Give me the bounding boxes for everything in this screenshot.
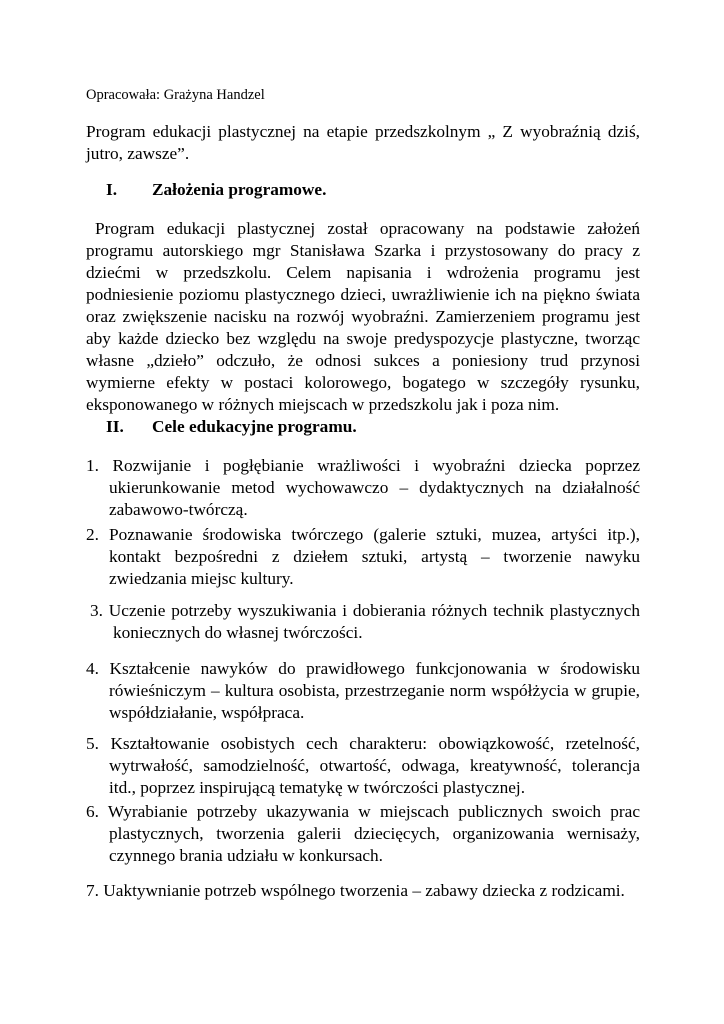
section-number: I. <box>106 180 118 199</box>
goal-item <box>86 455 640 521</box>
goal-number: 3. <box>90 601 103 620</box>
goal-number: 5. <box>86 734 99 753</box>
goal-number: 4. <box>86 659 99 678</box>
section-heading-assumptions <box>106 179 326 201</box>
section-title: Cele edukacyjne programu. <box>152 417 357 436</box>
goal-item <box>86 658 640 724</box>
goal-text: Kształtowanie osobistych cech charakteru: obowiązkowość, rzetelność, wytrwałość, samodzielność, otwartość, odwaga, kreatywność, tolerancja itd., poprzez inspirującą tematykę w twórczości plastycznej. <box>109 734 640 797</box>
goal-item <box>86 733 640 799</box>
section-heading-goals <box>106 416 357 438</box>
goal-text: Poznawanie środowiska twórczego (galerie sztuki, muzea, artyści itp.), kontakt bezpośredni z dziełem sztuki, artystą – tworzenie nawyku zwiedzania miejsc kultury. <box>109 525 640 588</box>
section-title: Założenia programowe. <box>152 180 327 199</box>
section-number: II. <box>106 417 124 436</box>
goal-item <box>90 600 640 644</box>
goal-text: Wyrabianie potrzeby ukazywania w miejscach publicznych swoich prac plastycznych, tworzenia galerii dziecięcych, organizowania wernisaży, czynnego brania udziału w konkursach. <box>107 802 640 865</box>
intro-paragraph: Program edukacji plastycznej został opracowany na podstawie założeń programu autorskiego mgr Stanisława Szarka i przystosowany do pracy z dziećmi w przedszkolu. Celem napisania i wdrożenia programu jest podniesienie poziomu plastycznego dzieci, uwrażliwienie ich na piękno świata oraz zwiększenie nacisku na rozwój wyobraźni. Zamierzeniem programu jest aby każde dziecko bez względu na swoje predyspozycje plastyczne, tworząc własne „dzieło” odczuło, że odnosi sukces a poniesiony trud przynosi wymierne efekty w postaci kolorowego, bogatego w szczegóły rysunku, eksponowanego w różnych miejscach w przedszkolu jak i poza nim. <box>86 219 640 414</box>
goal-item <box>86 801 640 867</box>
goal-number: 7. <box>86 881 99 900</box>
goal-number: 6. <box>86 802 99 821</box>
goal-number: 1. <box>86 456 99 475</box>
author-line: Opracowała: Grażyna Handzel <box>86 87 265 103</box>
goal-item <box>86 524 640 590</box>
goal-item <box>86 880 640 902</box>
goal-text: Uczenie potrzeby wyszukiwania i dobierania różnych technik plastycznych koniecznych do własnej twórczości. <box>108 601 640 642</box>
goal-text: Rozwijanie i pogłębianie wrażliwości i wyobraźni dziecka poprzez ukierunkowanie metod wychowawczo – dydaktycznych na działalność zabawowo-twórczą. <box>109 456 640 519</box>
document-title: Program edukacji plastycznej na etapie przedszkolnym „ Z wyobraźnią dziś, jutro, zawsze”. <box>86 122 640 163</box>
goal-number: 2. <box>86 525 99 544</box>
goal-text: Kształcenie nawyków do prawidłowego funkcjonowania w środowisku rówieśniczym – kultura osobista, przestrzeganie norm współżycia w grupie, współdziałanie, współpraca. <box>109 659 640 722</box>
goal-text: Uaktywnianie potrzeb wspólnego tworzenia – zabawy dziecka z rodzicami. <box>103 881 625 900</box>
